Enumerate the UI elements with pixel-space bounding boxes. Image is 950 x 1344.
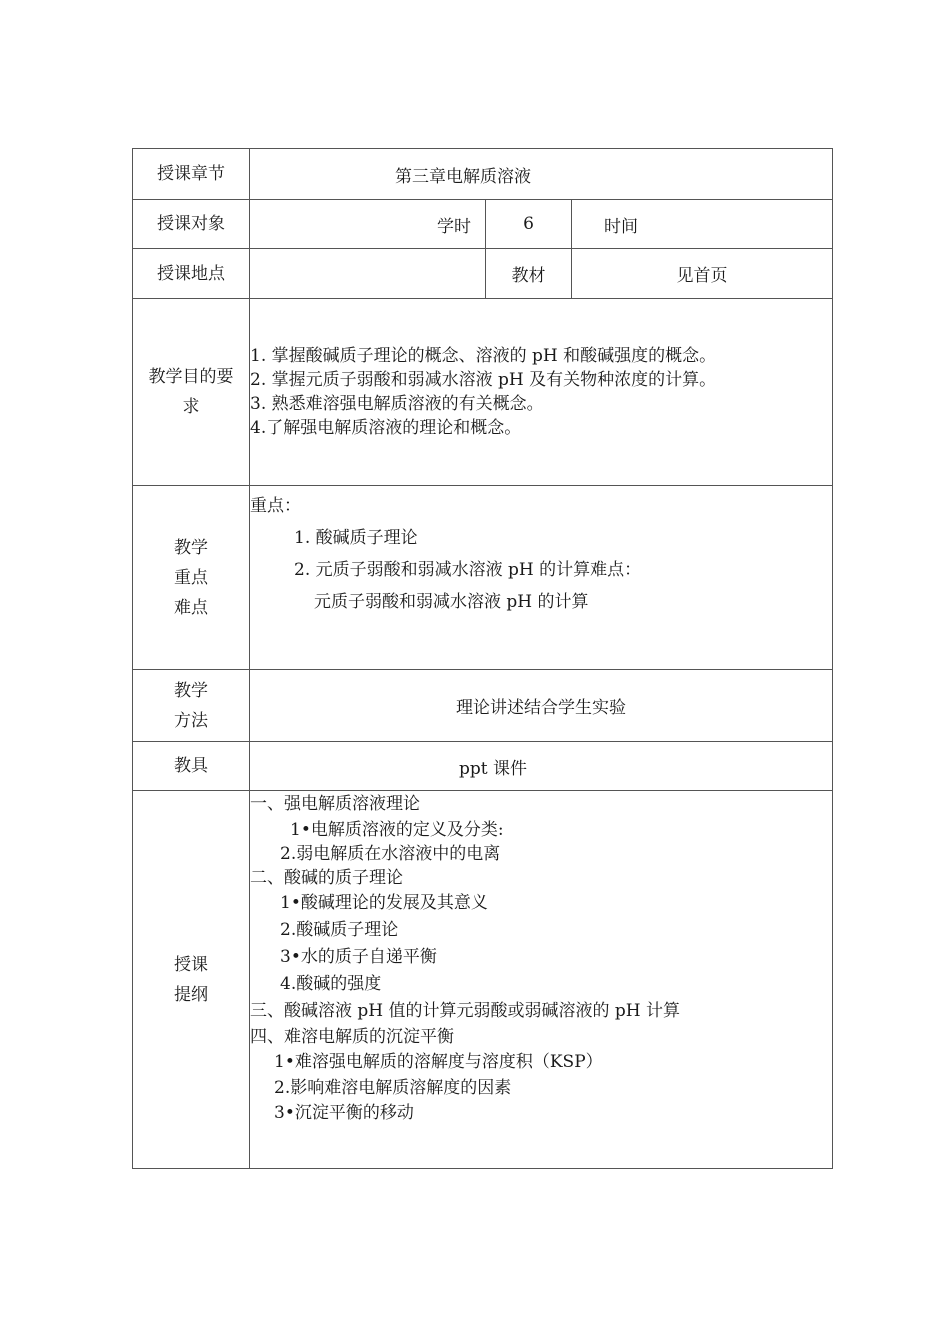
keypoints-heading: 重点：	[250, 496, 301, 516]
hours-label: 学时	[437, 216, 471, 237]
tools-label: 教具	[133, 742, 250, 791]
outline-subitem: 1•电解质溶液的定义及分类:	[290, 820, 504, 840]
outline-subitem: 1•酸碱理论的发展及其意义	[280, 893, 488, 913]
tools-value: ppt 课件	[459, 758, 527, 779]
chapter-label: 授课章节	[133, 149, 250, 200]
row-keypoints	[133, 486, 833, 670]
objective-item: 3. 熟悉难溶强电解质溶液的有关概念。	[250, 394, 544, 414]
method-value: 理论讲述结合学生实验	[250, 670, 833, 742]
row-chapter	[133, 149, 833, 200]
row-audience	[133, 200, 833, 249]
row-objectives	[133, 299, 833, 486]
objectives-label: 教学目的要求	[148, 367, 234, 417]
outline-subitem: 4.酸碱的强度	[280, 974, 382, 994]
keypoints-label-line: 重点	[174, 567, 208, 588]
difficulty-item: 元质子弱酸和弱减水溶液 pH 的计算	[314, 592, 589, 612]
location-label: 授课地点	[133, 249, 250, 299]
outline-subitem: 2.影响难溶电解质溶解度的因素	[274, 1078, 512, 1098]
outline-section: 四、难溶电解质的沉淀平衡	[250, 1027, 454, 1047]
objective-item: 1. 掌握酸碱质子理论的概念、溶液的 pH 和酸碱强度的概念。	[250, 346, 717, 366]
outline-subitem: 2.弱电解质在水溶液中的电离	[280, 844, 501, 864]
location-value	[250, 249, 486, 299]
objectives-list	[250, 299, 833, 486]
keypoints-content	[250, 486, 833, 670]
time-label: 时间	[604, 216, 638, 237]
objective-item: 2. 掌握元质子弱酸和弱减水溶液 pH 及有关物种浓度的计算。	[250, 370, 717, 390]
textbook-label: 教材	[486, 249, 572, 299]
outline-subitem: 2.酸碱质子理论	[280, 920, 399, 940]
keypoints-label-line: 教学	[174, 537, 208, 558]
objective-item: 4.了解强电解质溶液的理论和概念。	[250, 418, 522, 438]
row-outline	[133, 791, 833, 1169]
chapter-value: 第三章电解质溶液	[395, 166, 531, 187]
outline-subitem: 3•水的质子自递平衡	[280, 947, 437, 967]
outline-label-line: 授课	[174, 954, 208, 975]
row-method	[133, 670, 833, 742]
method-label-line: 教学	[174, 680, 208, 701]
hours-value: 6	[486, 200, 572, 249]
outline-content	[250, 791, 833, 1169]
textbook-value: 见首页	[572, 249, 833, 299]
outline-section: 三、酸碱溶液 pH 值的计算元弱酸或弱碱溶液的 pH 计算	[250, 1001, 681, 1021]
outline-section: 一、强电解质溶液理论	[250, 794, 420, 814]
keypoints-label-line: 难点	[174, 597, 208, 618]
method-label-line: 方法	[174, 710, 208, 731]
outline-section: 二、酸碱的质子理论	[250, 868, 403, 888]
audience-label: 授课对象	[133, 200, 250, 249]
keypoint-item: 1. 酸碱质子理论	[294, 528, 418, 548]
outline-subitem: 1•难溶强电解质的溶解度与溶度积（KSP）	[274, 1052, 603, 1072]
keypoint-item: 2. 元质子弱酸和弱减水溶液 pH 的计算难点：	[294, 560, 642, 580]
outline-label-line: 提纲	[174, 984, 208, 1005]
row-location	[133, 249, 833, 299]
row-tools	[133, 742, 833, 791]
outline-subitem: 3•沉淀平衡的移动	[274, 1103, 414, 1123]
lesson-plan-table	[132, 148, 833, 1169]
